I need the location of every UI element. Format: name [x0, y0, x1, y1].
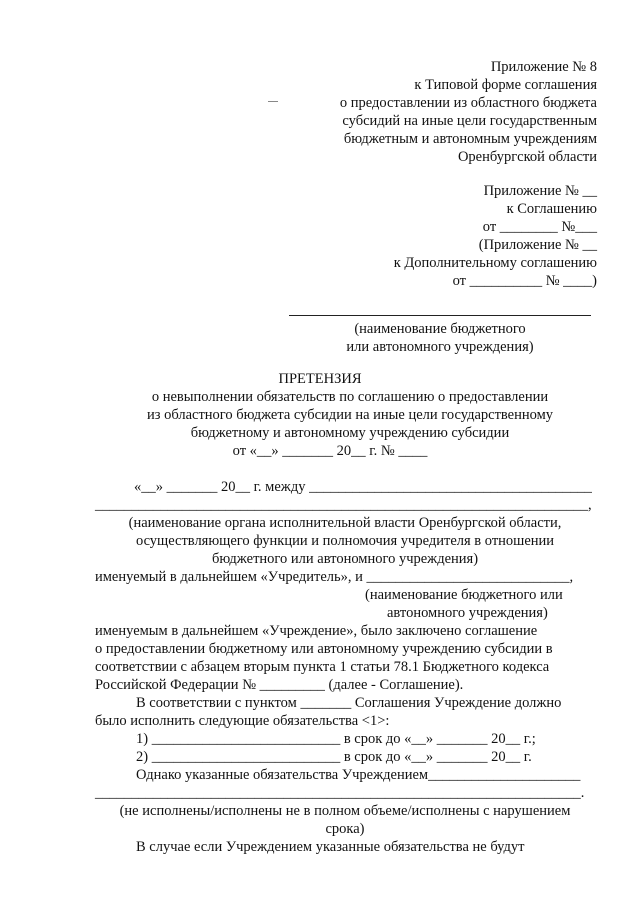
header-line: к Типовой форме соглашения [414, 77, 597, 93]
attachment-line: от ________ №___ [482, 219, 597, 235]
body-line: В случае если Учреждением указанные обязательства не будут [136, 839, 525, 855]
body-line: Однако указанные обязательства Учреждением_____________________ [136, 767, 581, 783]
body-hint: осуществляющего функции и полномочия учредителя в отношении [135, 533, 555, 549]
attachment-line: к Соглашению [506, 201, 597, 217]
body-line: именуемый в дальнейшем «Учредитель», и ____________________________, [95, 569, 574, 585]
document-title: ПРЕТЕНЗИЯ [278, 371, 362, 387]
title-date-line: от «__» _______ 20__ г. № ____ [232, 443, 428, 459]
body-line: было исполнить следующие обязательства <1>: [95, 713, 390, 729]
body-hint: (наименование органа исполнительной власти Оренбургской области, [128, 515, 562, 531]
body-line: именуемым в дальнейшем «Учреждение», было заключено соглашение [95, 623, 538, 639]
body-line: о предоставлении бюджетному или автономному учреждению субсидии в [95, 641, 553, 657]
title-subline: из областного бюджета субсидии на иные цели государственному [146, 407, 554, 423]
header-line: субсидий на иные цели государственным [342, 113, 597, 129]
body-line: ____________________________________________________________________, [95, 497, 592, 513]
body-hint: срока) [325, 821, 365, 837]
addressee-rule [289, 315, 591, 316]
body-hint: автономного учреждения) [387, 605, 548, 621]
body-hint: (наименование бюджетного или [365, 587, 563, 603]
body-line: соответствии с абзацем вторым пункта 1 статьи 78.1 Бюджетного кодекса [95, 659, 550, 675]
body-hint: (не исполнены/исполнены не в полном объеме/исполнены с нарушением [119, 803, 571, 819]
attachment-line: к Дополнительному соглашению [393, 255, 597, 271]
addressee-hint: или автономного учреждения) [346, 339, 534, 355]
header-line: о предоставлении из областного бюджета [339, 95, 597, 111]
attachment-line: Приложение № __ [483, 183, 597, 199]
attachment-line: от __________ № ____) [452, 273, 597, 289]
body-line: «__» _______ 20__ г. между _______________________________________ [134, 479, 592, 495]
attachment-line: (Приложение № __ [478, 237, 597, 253]
title-subline: бюджетному и автономному учреждению субсидии [190, 425, 510, 441]
body-line: 2) __________________________ в срок до «__» _______ 20__ г. [136, 749, 532, 765]
title-subline: о невыполнении обязательств по соглашению о предоставлении [151, 389, 549, 405]
body-line: В соответствии с пунктом _______ Соглашения Учреждение должно [136, 695, 562, 711]
header-line: Оренбургской области [457, 149, 597, 165]
scan-speck [268, 101, 278, 102]
header-line: бюджетным и автономным учреждениям [343, 131, 597, 147]
body-line: 1) __________________________ в срок до «__» _______ 20__ г.; [136, 731, 536, 747]
body-line: ___________________________________________________________________. [95, 785, 585, 801]
body-hint: бюджетного или автономного учреждения) [211, 551, 479, 567]
addressee-hint: (наименование бюджетного [354, 321, 526, 337]
body-line: Российской Федерации № _________ (далее - Соглашение). [95, 677, 464, 693]
header-line: Приложение № 8 [490, 59, 597, 75]
